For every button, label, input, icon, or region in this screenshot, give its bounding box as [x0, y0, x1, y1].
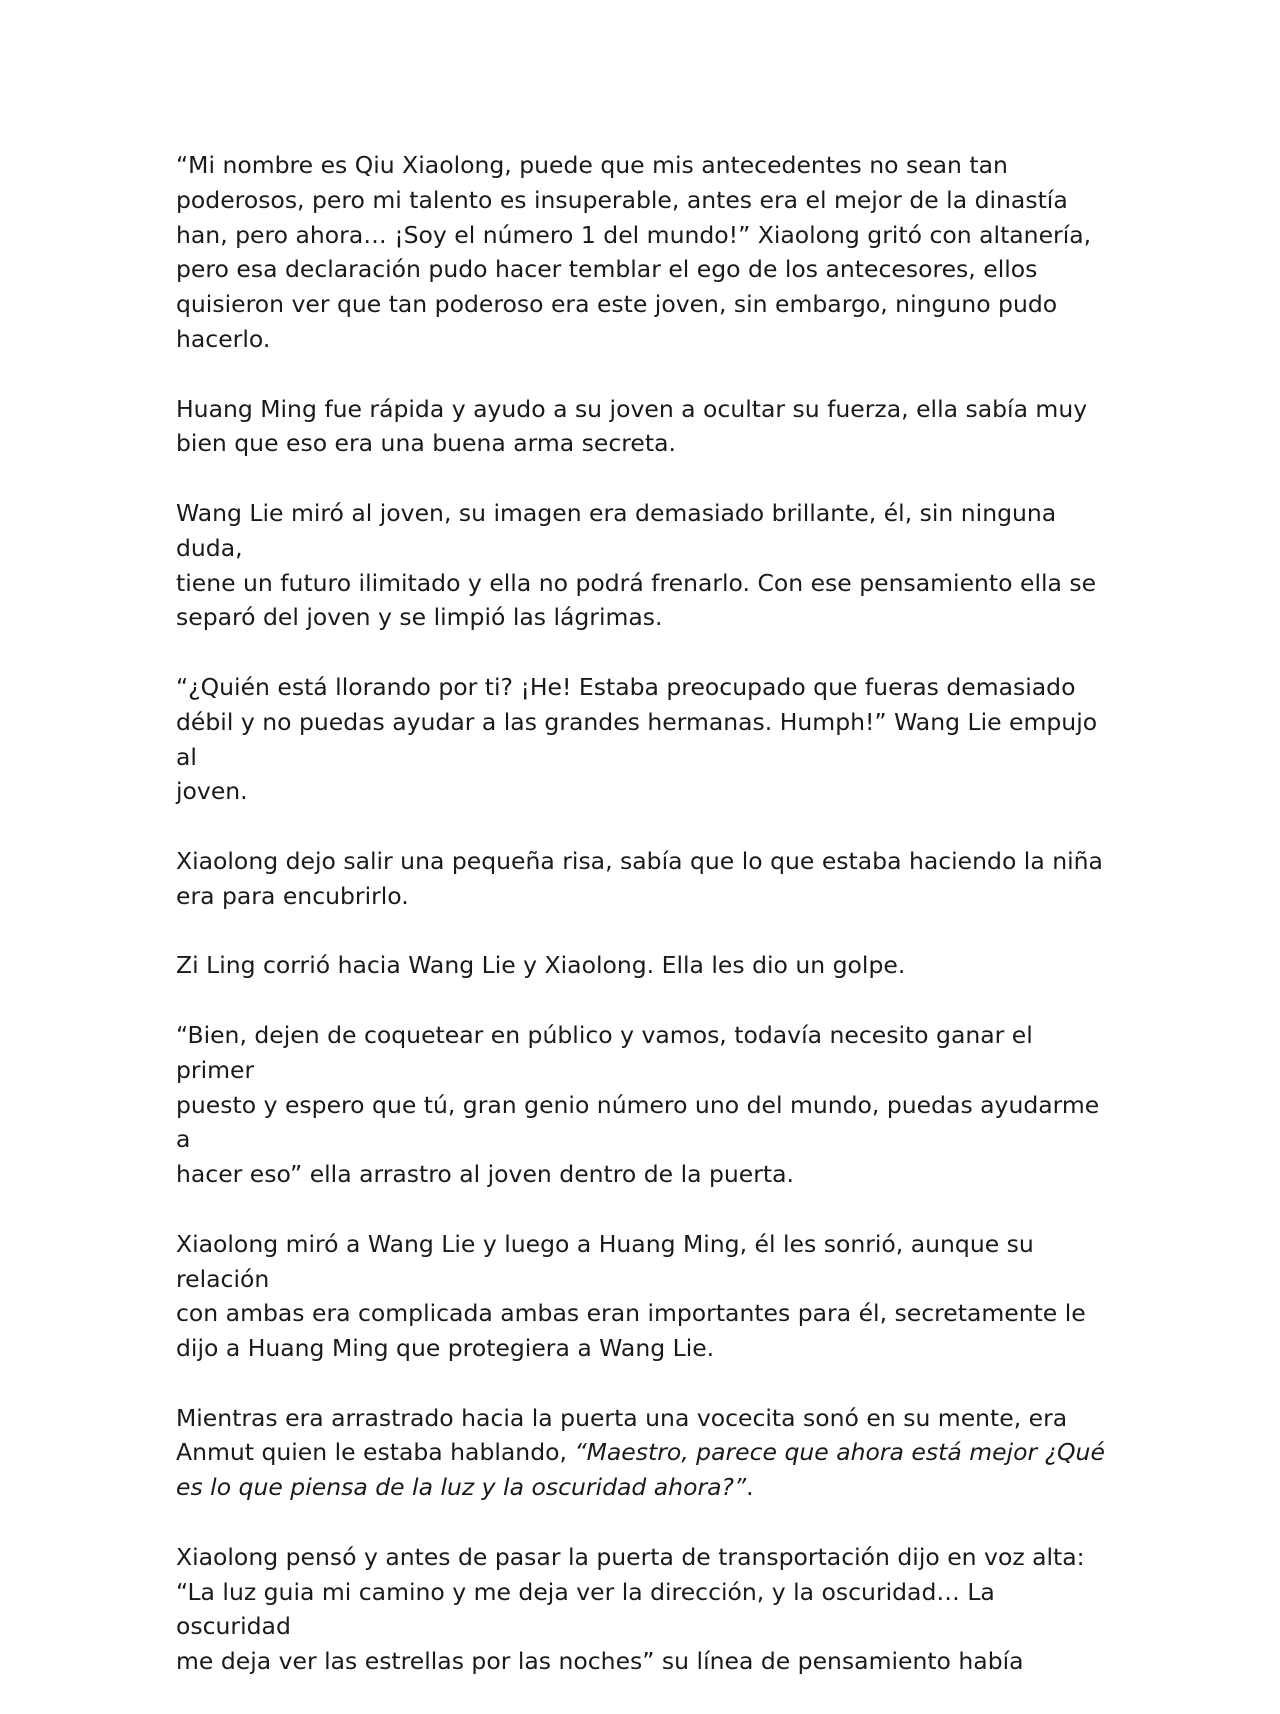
paragraph-5: Xiaolong dejo salir una pequeña risa, sabía que lo que estaba haciendo la niña era para encubrirlo. — [176, 846, 1103, 910]
paragraph-3: Wang Lie miró al joven, su imagen era demasiado brillante, él, sin ninguna duda, tiene un futuro ilimitado y ella no podrá frenarlo. Con ese pensamiento ella se separó del joven y se limpió las lágrimas. — [176, 498, 1097, 632]
paragraph-6: Zi Ling corrió hacia Wang Lie y Xiaolong. Ella les dio un golpe. — [176, 951, 906, 980]
paragraph-8: Xiaolong miró a Wang Lie y luego a Huang Ming, él les sonrió, aunque su relación con ambas era complicada ambas eran importantes para él, secretamente le dijo a Huang Ming que protegiera a Wang Lie. — [176, 1229, 1086, 1363]
paragraph-7: “Bien, dejen de coquetear en público y vamos, todavía necesito ganar el primer puesto y espero que tú, gran genio número uno del mundo, puedas ayudarme a hacer eso” ella arrastro al joven dentro de la puerta. — [176, 1020, 1100, 1189]
paragraph-10: Xiaolong pensó y antes de pasar la puerta de transportación dijo en voz alta: “La luz guia mi camino y me deja ver la dirección, y la oscuridad… La oscuridad me deja ver las estrellas por las noches” su línea de pensamiento había — [176, 1542, 1085, 1676]
paragraph-4: “¿Quién está llorando por ti? ¡He! Estaba preocupado que fueras demasiado débil y no puedas ayudar a las grandes hermanas. Humph!” Wang Lie empujo al joven. — [176, 672, 1098, 806]
paragraph-9 — [176, 1401, 1116, 1505]
paragraph-1: “Mi nombre es Qiu Xiaolong, puede que mis antecedentes no sean tan poderosos, pero mi talento es insuperable, antes era el mejor de la dinastía han, pero ahora… ¡Soy el número 1 del mundo!” Xiaolong gritó con altanería, pero esa declaración pudo hacer temblar el ego de los antecesores, ellos quisieron ver que tan poderoso era este joven, sin embargo, ninguno pudo hacerlo. — [176, 151, 1092, 353]
paragraph-9-tail: . — [746, 1473, 754, 1502]
body-text — [176, 148, 1116, 1714]
paragraph-9-italic-quote: “Maestro, parece que ahora está mejor ¿Qué es lo que piensa de la luz y la oscuridad ahora?” — [176, 1438, 1105, 1502]
paragraph-9-text: Mientras era arrastrado hacia la puerta una vocecita sonó en su mente, era Anmut quien le estaba hablando, — [176, 1403, 1068, 1467]
paragraph-2: Huang Ming fue rápida y ayudo a su joven a ocultar su fuerza, ella sabía muy bien que eso era una buena arma secreta. — [176, 394, 1088, 458]
